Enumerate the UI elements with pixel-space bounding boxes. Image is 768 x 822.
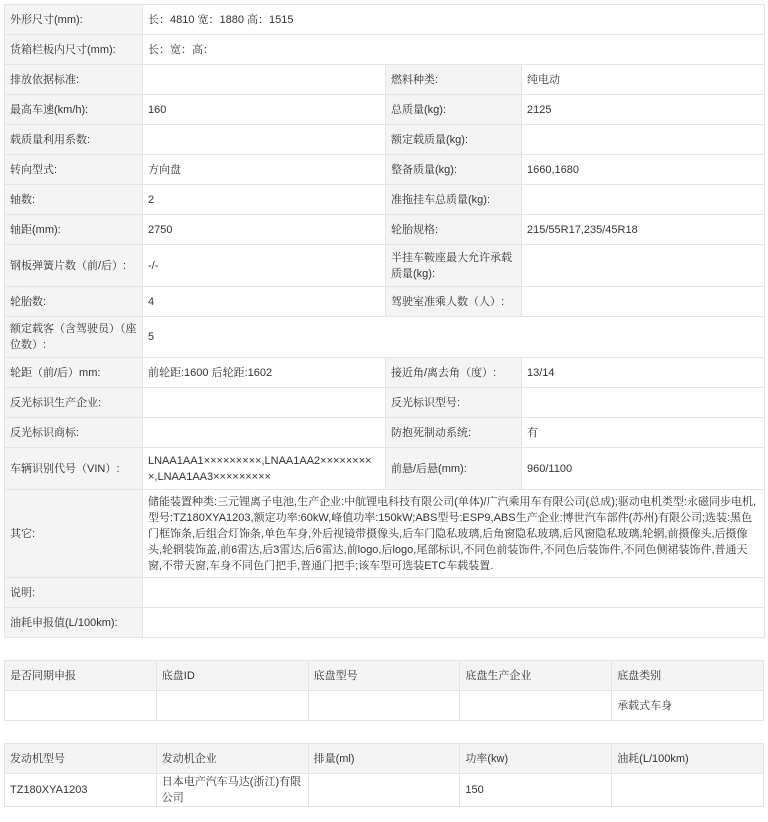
spec-value: 5 (143, 317, 765, 358)
spec-label: 其它: (5, 490, 143, 578)
spec-value (522, 388, 765, 418)
chassis-cell: 承载式车身 (612, 691, 764, 721)
spec-row (5, 388, 765, 418)
spec-value (143, 578, 765, 608)
spec-value: 160 (143, 95, 386, 125)
spec-label: 最高车速(km/h): (5, 95, 143, 125)
spec-value: 纯电动 (522, 65, 765, 95)
spec-row (5, 185, 765, 215)
spec-label: 载质量利用系数: (5, 125, 143, 155)
spec-value (143, 388, 386, 418)
chassis-header-cell: 是否同期申报 (5, 661, 157, 691)
chassis-header-cell: 底盘类别 (612, 661, 764, 691)
engine-cell (308, 774, 460, 807)
engine-header-cell: 功率(kw) (460, 744, 612, 774)
chassis-header-cell: 底盘型号 (308, 661, 460, 691)
engine-header-cell: 发动机型号 (5, 744, 157, 774)
spec-row (5, 578, 765, 608)
spec-value: 储能装置种类:三元锂离子电池,生产企业:中航锂电科技有限公司(单体)/广汽乘用车有限公司(总成);驱动电机类型:永磁同步电机,型号:TZ180XYA1203,额定功率:60kW,峰值功率:150kW;ABS型号:ESP9,ABS生产企业:博世汽车部件(苏州)有限公司;选装:黑色门框饰条,后组合灯饰条,单色车身,外后视镜带摄像头,后车门隐私玻璃,后角窗隐私玻璃,后风窗隐私玻璃,轮辋,前摄像头,后摄像头,轮辋装饰盖,前6雷达,后3雷达,后6雷达,前logo,后logo,尾部标识,不同色前装饰件,不同色后装饰件,不同色侧裙装饰件,普通天窗,不带天窗,车身不同色门把手,普通门把手;该车型可选装ETC车载装置. (143, 490, 765, 578)
spec-row (5, 317, 765, 358)
spec-value: LNAA1AA1×××××××××,LNAA1AA2×××××××××,LNAA1AA3××××××××× (143, 448, 386, 490)
spec-row (5, 418, 765, 448)
spec-row (5, 35, 765, 65)
engine-header-cell: 油耗(L/100km) (612, 744, 764, 774)
engine-cell (612, 774, 764, 807)
spec-row (5, 608, 765, 638)
spec-label: 前悬/后悬(mm): (386, 448, 522, 490)
spec-value (522, 185, 765, 215)
spec-value (143, 608, 765, 638)
spec-value (522, 287, 765, 317)
spec-label: 额定载质量(kg): (386, 125, 522, 155)
spec-value: 2125 (522, 95, 765, 125)
chassis-row (5, 691, 764, 721)
spec-value: 方向盘 (143, 155, 386, 185)
spec-value: 215/55R17,235/45R18 (522, 215, 765, 245)
spec-row (5, 5, 765, 35)
engine-header-cell: 发动机企业 (156, 744, 308, 774)
spec-label: 整备质量(kg): (386, 155, 522, 185)
spec-label: 准拖挂车总质量(kg): (386, 185, 522, 215)
chassis-header-row (5, 661, 764, 691)
spec-value: 2750 (143, 215, 386, 245)
spec-value (143, 418, 386, 448)
spec-label: 钢板弹簧片数（前/后）: (5, 245, 143, 287)
spec-label: 说明: (5, 578, 143, 608)
spec-row (5, 155, 765, 185)
spec-label: 燃料种类: (386, 65, 522, 95)
chassis-header-cell: 底盘生产企业 (460, 661, 612, 691)
spec-row (5, 490, 765, 578)
spec-label: 轮胎规格: (386, 215, 522, 245)
spec-label: 轴数: (5, 185, 143, 215)
spec-label: 排放依据标准: (5, 65, 143, 95)
chassis-cell (460, 691, 612, 721)
spec-label: 总质量(kg): (386, 95, 522, 125)
engine-row (5, 774, 764, 807)
spec-label: 驾驶室准乘人数（人）: (386, 287, 522, 317)
spec-row (5, 287, 765, 317)
spec-value: 960/1100 (522, 448, 765, 490)
chassis-cell (5, 691, 157, 721)
spec-label: 油耗申报值(L/100km): (5, 608, 143, 638)
engine-cell: TZ180XYA1203 (5, 774, 157, 807)
spec-label: 车辆识别代号（VIN）: (5, 448, 143, 490)
spec-row (5, 215, 765, 245)
engine-header-cell: 排量(ml) (308, 744, 460, 774)
spec-value: 13/14 (522, 358, 765, 388)
spec-row (5, 448, 765, 490)
spec-label: 反光标识生产企业: (5, 388, 143, 418)
spec-label: 接近角/离去角（度）: (386, 358, 522, 388)
spec-value: 4 (143, 287, 386, 317)
spec-value: 1660,1680 (522, 155, 765, 185)
spec-label: 转向型式: (5, 155, 143, 185)
vehicle-spec-table (4, 4, 765, 638)
chassis-table (4, 660, 764, 721)
spec-row (5, 358, 765, 388)
spec-label: 额定载客（含驾驶员）（座位数）: (5, 317, 143, 358)
spec-row (5, 65, 765, 95)
spec-label: 外形尺寸(mm): (5, 5, 143, 35)
engine-header-row (5, 744, 764, 774)
spec-value (522, 125, 765, 155)
spec-value (143, 65, 386, 95)
engine-table (4, 743, 764, 807)
spec-value: 有 (522, 418, 765, 448)
chassis-cell (156, 691, 308, 721)
spec-label: 半挂车鞍座最大允许承载质量(kg): (386, 245, 522, 287)
spec-label: 反光标识型号: (386, 388, 522, 418)
engine-cell: 150 (460, 774, 612, 807)
spec-value: 前轮距:1600 后轮距:1602 (143, 358, 386, 388)
spec-row (5, 245, 765, 287)
spec-row (5, 125, 765, 155)
spec-label: 货箱栏板内尺寸(mm): (5, 35, 143, 65)
spec-label: 轮胎数: (5, 287, 143, 317)
spec-label: 防抱死制动系统: (386, 418, 522, 448)
spec-sheet (4, 4, 764, 807)
spec-label: 轮距（前/后）mm: (5, 358, 143, 388)
spec-value: 长：4810 宽：1880 高：1515 (143, 5, 765, 35)
chassis-header-cell: 底盘ID (156, 661, 308, 691)
chassis-cell (308, 691, 460, 721)
spec-label: 轴距(mm): (5, 215, 143, 245)
spec-value (522, 245, 765, 287)
spec-value (143, 125, 386, 155)
spec-value: -/- (143, 245, 386, 287)
spec-label: 反光标识商标: (5, 418, 143, 448)
spec-value: 长：宽：高： (143, 35, 765, 65)
engine-cell: 日本电产汽车马达(浙江)有限公司 (156, 774, 308, 807)
spec-row (5, 95, 765, 125)
spec-value: 2 (143, 185, 386, 215)
